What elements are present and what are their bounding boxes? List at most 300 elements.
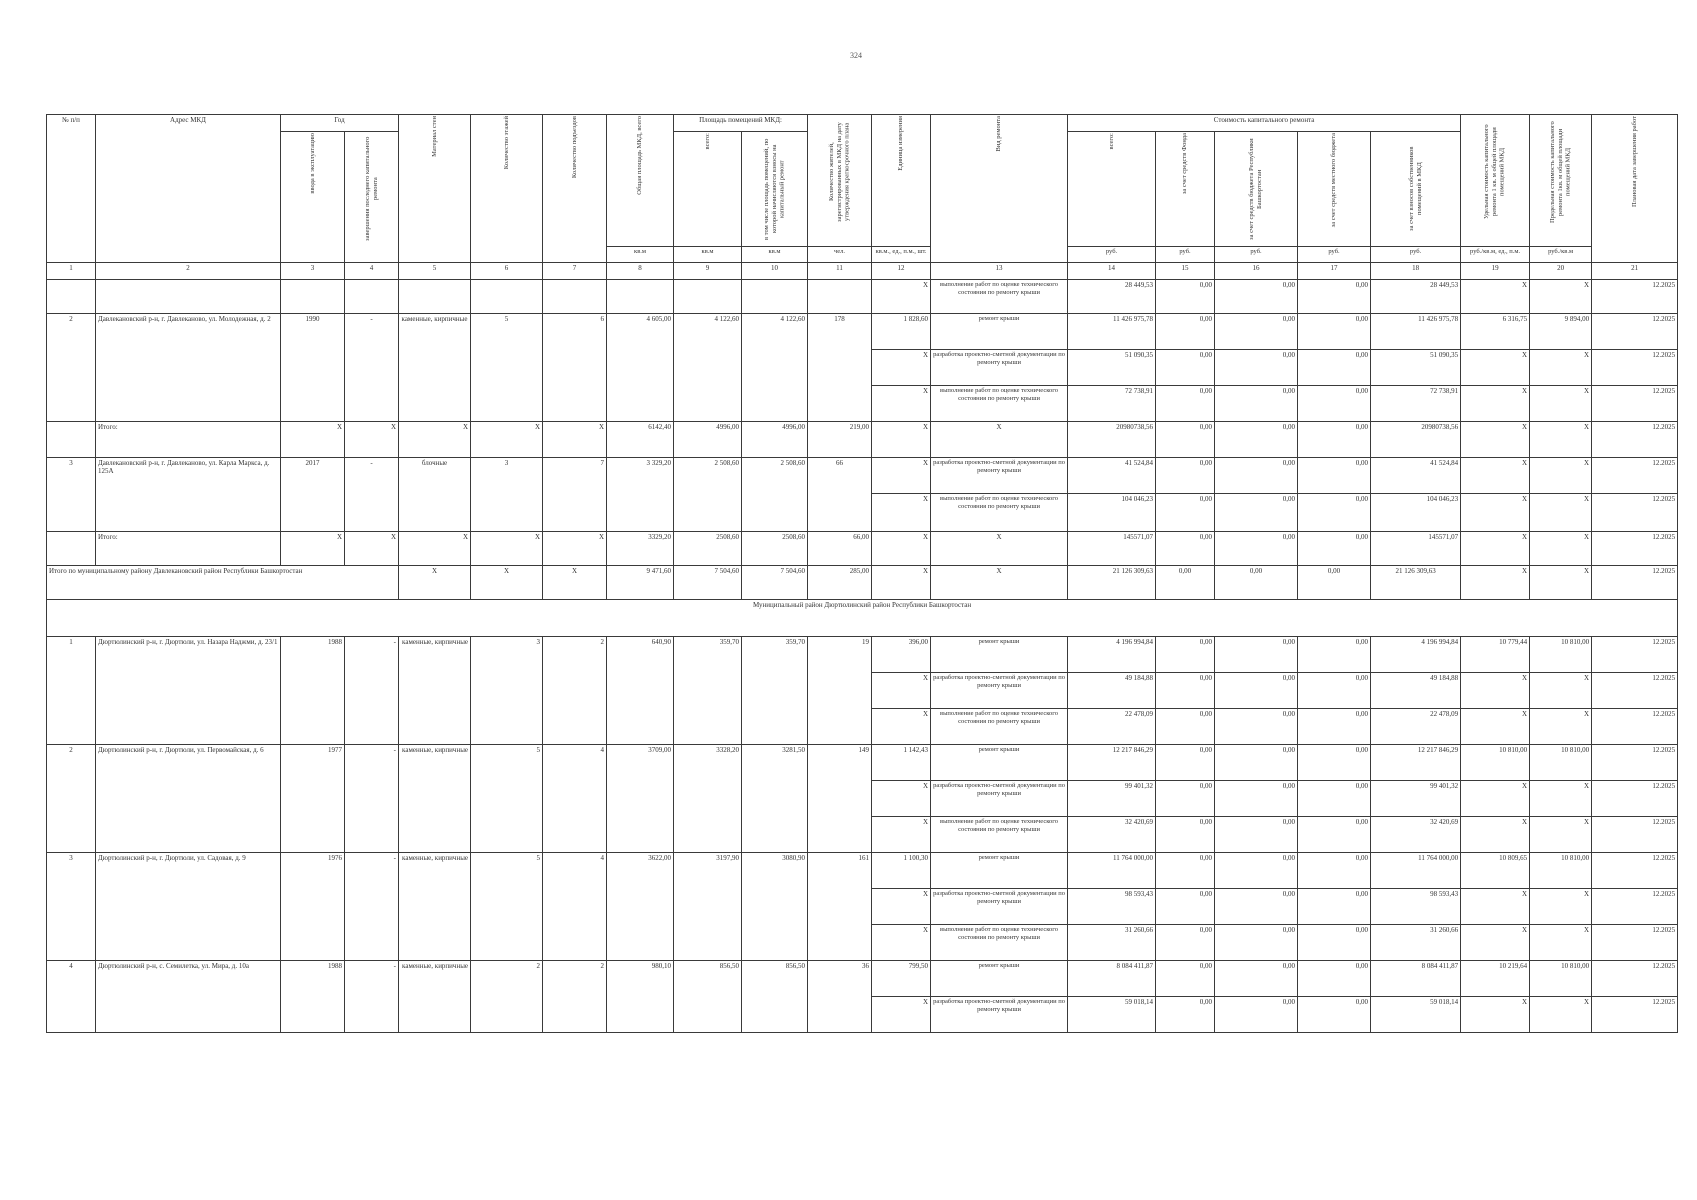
table-cell: 10 <box>742 263 808 280</box>
table-row <box>47 961 1678 997</box>
header-label: Предельная стоимость капитального ремонта 1кв. м общей площади помещений МКД <box>1548 121 1572 223</box>
table-cell: 219,00 <box>808 422 872 458</box>
table-cell: 2508,60 <box>742 532 808 566</box>
table-cell: 15 <box>1156 263 1215 280</box>
table-cell: разработка проектно-сметной документации по ремонту крыши <box>931 458 1068 494</box>
table-cell: 0,00 <box>1156 637 1215 673</box>
table-cell: 0,00 <box>1298 745 1371 781</box>
table-cell: 3197,90 <box>674 853 742 961</box>
table-cell: 12.2025 <box>1592 925 1678 961</box>
table-row <box>47 314 1678 350</box>
table-cell: 59 018,14 <box>1371 997 1461 1033</box>
table-cell: 4 196 994,84 <box>1068 637 1156 673</box>
table-cell: X <box>1461 925 1530 961</box>
table-cell: 10 810,00 <box>1530 637 1592 673</box>
subtotal-row <box>47 422 1678 458</box>
table-cell: 0,00 <box>1156 458 1215 494</box>
table-cell: 178 <box>808 314 872 422</box>
table-cell: 4 122,60 <box>742 314 808 422</box>
table-cell: X <box>471 422 543 458</box>
table-cell: 359,70 <box>674 637 742 745</box>
table-cell: 21 126 309,63 <box>1371 566 1461 600</box>
table-cell: 3 <box>47 458 96 532</box>
table-cell: Давлекановский р-н, г. Давлеканово, ул. Карла Маркса, д. 125А <box>96 458 281 532</box>
table-cell: 0,00 <box>1156 422 1215 458</box>
table-cell: 799,50 <box>872 961 931 997</box>
table-cell: 2 <box>543 637 607 745</box>
table-cell: 6142,40 <box>607 422 674 458</box>
table-cell: 16 <box>1215 263 1298 280</box>
section-header-row <box>47 600 1678 637</box>
table-cell: X <box>872 494 931 532</box>
table-cell: каменные, кирпичные <box>399 745 471 853</box>
table-cell: 17 <box>1298 263 1371 280</box>
table-cell: 12 217 846,29 <box>1371 745 1461 781</box>
table-cell: 2 <box>471 961 543 1033</box>
table-cell: 3 <box>281 263 345 280</box>
table-cell: 0,00 <box>1215 494 1298 532</box>
table-cell: X <box>872 709 931 745</box>
table-cell: 980,10 <box>607 961 674 1033</box>
table-cell: - <box>345 961 399 1033</box>
table-cell: Дюртюлинский р-н, г. Дюртюли, ул. Первомайская, д. 6 <box>96 745 281 853</box>
table-cell: 3329,20 <box>607 532 674 566</box>
unit-area-total: кв.м <box>674 247 742 263</box>
table-cell: 0,00 <box>1156 889 1215 925</box>
table-cell: X <box>872 350 931 386</box>
table-cell: 7 <box>543 458 607 532</box>
header-cost-local <box>1298 132 1371 247</box>
table-cell: 0,00 <box>1298 709 1371 745</box>
table-cell: 3622,00 <box>607 853 674 961</box>
table-cell: 396,00 <box>872 637 931 673</box>
table-cell: 0,00 <box>1298 532 1371 566</box>
table-cell: 12.2025 <box>1592 817 1678 853</box>
table-cell: X <box>399 566 471 600</box>
table-cell: 72 738,91 <box>1068 386 1156 422</box>
unit-unit-cost: руб./кв.м, ед., п.м. <box>1461 247 1530 263</box>
table-cell <box>607 280 674 314</box>
table-cell: 8 084 411,87 <box>1371 961 1461 997</box>
table-cell: X <box>872 386 931 422</box>
table-cell: 0,00 <box>1298 889 1371 925</box>
table-cell: 12.2025 <box>1592 422 1678 458</box>
table-cell: X <box>1530 781 1592 817</box>
header-label: в том числе площадь помещений, по которой начисляются взносы на капитальный ремонт <box>762 138 786 240</box>
table-cell: X <box>1461 386 1530 422</box>
table-cell: 9 894,00 <box>1530 314 1592 350</box>
table-cell: Дюртюлинский р-н, г. Дюртюли, ул. Садовая, д. 9 <box>96 853 281 961</box>
table-cell: 49 184,88 <box>1068 673 1156 709</box>
table-cell: 0,00 <box>1156 350 1215 386</box>
header-no: № п/п <box>47 115 96 263</box>
header-year-group: Год <box>281 115 399 132</box>
table-cell: ремонт крыши <box>931 637 1068 673</box>
table-cell: X <box>1461 709 1530 745</box>
table-cell: X <box>931 422 1068 458</box>
table-cell: 10 779,44 <box>1461 637 1530 673</box>
table-cell: 31 260,66 <box>1371 925 1461 961</box>
table-cell <box>281 280 345 314</box>
table-cell: 28 449,53 <box>1068 280 1156 314</box>
table-cell <box>471 280 543 314</box>
table-cell: 11 426 975,78 <box>1068 314 1156 350</box>
table-cell: 6 <box>471 263 543 280</box>
table-cell: 12.2025 <box>1592 745 1678 781</box>
table-cell: 12.2025 <box>1592 314 1678 350</box>
table-cell: 0,00 <box>1298 673 1371 709</box>
header-year-commission <box>281 132 345 263</box>
table-cell: 2 <box>47 745 96 853</box>
table-cell: 10 809,65 <box>1461 853 1530 889</box>
table-cell: каменные, кирпичные <box>399 853 471 961</box>
table-cell: 18 <box>1371 263 1461 280</box>
table-cell: 0,00 <box>1215 637 1298 673</box>
table-cell: 0,00 <box>1215 925 1298 961</box>
table-cell: выполнение работ по оценке технического состояния по ремонту крыши <box>931 386 1068 422</box>
table-cell: X <box>872 532 931 566</box>
table-cell: каменные, кирпичные <box>399 314 471 422</box>
table-cell: 5 <box>471 314 543 422</box>
table-cell: X <box>1461 280 1530 314</box>
table-cell: X <box>1530 566 1592 600</box>
table-cell: 7 504,60 <box>742 566 808 600</box>
header-label: за счет взносов собственников помещений в МКД <box>1407 146 1423 232</box>
table-cell: 20980738,56 <box>1068 422 1156 458</box>
table-cell: 640,90 <box>607 637 674 745</box>
header-label: Удельная стоимость капитального ремонта 1 кв. м общей площади помещений МКД <box>1483 124 1506 220</box>
table-cell <box>47 532 96 566</box>
table-cell: 1976 <box>281 853 345 961</box>
table-cell: 4996,00 <box>742 422 808 458</box>
table-cell: 9 471,60 <box>607 566 674 600</box>
table-row <box>47 637 1678 673</box>
table-cell: 0,00 <box>1215 386 1298 422</box>
table-cell: 22 478,09 <box>1068 709 1156 745</box>
table-cell: 36 <box>808 961 872 1033</box>
table-cell: 22 478,09 <box>1371 709 1461 745</box>
table-cell <box>808 280 872 314</box>
table-cell: 21 126 309,63 <box>1068 566 1156 600</box>
header-label: завершения последнего капитального ремонта <box>363 136 379 242</box>
header-cost-group: Стоимость капитального ремонта <box>1068 115 1461 132</box>
table-cell: 12.2025 <box>1592 709 1678 745</box>
table-cell: 99 401,32 <box>1068 781 1156 817</box>
table-cell: 856,50 <box>742 961 808 1033</box>
table-cell: 0,00 <box>1215 350 1298 386</box>
table-cell: ремонт крыши <box>931 314 1068 350</box>
table-cell: 285,00 <box>808 566 872 600</box>
unit-cost-local: руб. <box>1298 247 1371 263</box>
table-cell: X <box>345 422 399 458</box>
table-cell: 1988 <box>281 961 345 1033</box>
header-label: Количество жителей, зарегистрированных в МКД на дату утверждения краткосрочного плана <box>827 122 851 222</box>
header-label: всего: <box>703 133 711 150</box>
table-cell: выполнение работ по оценке технического состояния по ремонту крыши <box>931 817 1068 853</box>
header-label: Единица измерения <box>897 116 905 171</box>
table-cell: 0,00 <box>1215 280 1298 314</box>
table-cell: 11 764 000,00 <box>1371 853 1461 889</box>
header-floors <box>471 115 543 263</box>
table-cell: X <box>872 673 931 709</box>
header-label: ввода в эксплуатацию <box>308 133 316 194</box>
table-cell: 104 046,23 <box>1068 494 1156 532</box>
table-cell: 0,00 <box>1156 314 1215 350</box>
table-cell: 19 <box>808 637 872 745</box>
header-unit-cost <box>1461 115 1530 247</box>
header-work-type <box>931 115 1068 263</box>
table-cell: разработка проектно-сметной документации по ремонту крыши <box>931 350 1068 386</box>
header-area-total <box>674 132 742 247</box>
header-label: за счет средств Фонда <box>1181 133 1189 195</box>
table-cell: 2 508,60 <box>674 458 742 532</box>
table-cell: 0,00 <box>1156 494 1215 532</box>
header-wall-material <box>399 115 471 263</box>
table-cell: X <box>1530 925 1592 961</box>
table-cell: X <box>872 781 931 817</box>
unit-limit-cost: руб./кв.м <box>1530 247 1592 263</box>
table-cell: 28 449,53 <box>1371 280 1461 314</box>
table-cell: 0,00 <box>1298 961 1371 997</box>
table-cell: 32 420,69 <box>1371 817 1461 853</box>
table-cell: каменные, кирпичные <box>399 637 471 745</box>
table-cell <box>742 280 808 314</box>
table-cell: 4 <box>543 745 607 853</box>
table-cell: 20 <box>1530 263 1592 280</box>
table-cell: 0,00 <box>1298 280 1371 314</box>
unit-unit: кв.м., ед., п.м., шт. <box>872 247 931 263</box>
table-cell: 3 <box>471 458 543 532</box>
table-cell: 104 046,23 <box>1371 494 1461 532</box>
table-cell: 145571,07 <box>1068 532 1156 566</box>
table-cell: X <box>872 458 931 494</box>
table-cell: 0,00 <box>1215 673 1298 709</box>
table-cell: X <box>1461 422 1530 458</box>
header-label: Плановая дата завершения работ <box>1630 116 1638 208</box>
table-cell: 0,00 <box>1215 781 1298 817</box>
table-cell: 4 605,00 <box>607 314 674 422</box>
table-cell: 11 426 975,78 <box>1371 314 1461 350</box>
table-cell: 12.2025 <box>1592 637 1678 673</box>
section-title: Муниципальный район Дюртюлинский район Республики Башкортостан <box>47 600 1678 637</box>
unit-area-residential: кв.м <box>742 247 808 263</box>
header-limit-cost <box>1530 115 1592 247</box>
table-cell: X <box>1461 781 1530 817</box>
table-cell: 0,00 <box>1156 997 1215 1033</box>
table-cell: 99 401,32 <box>1371 781 1461 817</box>
table-cell: 1977 <box>281 745 345 853</box>
table-cell: 0,00 <box>1298 853 1371 889</box>
table-cell: 1 <box>47 637 96 745</box>
table-cell: 10 219,64 <box>1461 961 1530 997</box>
table-cell: 0,00 <box>1215 853 1298 889</box>
table-cell: 20980738,56 <box>1371 422 1461 458</box>
table-cell: - <box>345 637 399 745</box>
table-cell: 0,00 <box>1215 709 1298 745</box>
table-cell: 0,00 <box>1156 709 1215 745</box>
table-cell: 0,00 <box>1298 494 1371 532</box>
table-cell: выполнение работ по оценке технического состояния по ремонту крыши <box>931 925 1068 961</box>
header-cost-republic <box>1215 132 1298 247</box>
table-cell: 11 <box>808 263 872 280</box>
table-cell: 0,00 <box>1298 925 1371 961</box>
header-label: Количество подъездов <box>570 116 578 179</box>
table-cell: разработка проектно-сметной документации по ремонту крыши <box>931 781 1068 817</box>
table-cell: 12.2025 <box>1592 781 1678 817</box>
column-numbers-row <box>47 263 1678 280</box>
table-cell: 0,00 <box>1156 386 1215 422</box>
table-cell: 0,00 <box>1215 961 1298 997</box>
table-cell <box>674 280 742 314</box>
table-cell: 0,00 <box>1298 637 1371 673</box>
table-cell: X <box>543 532 607 566</box>
table-cell: 21 <box>1592 263 1678 280</box>
table-cell: 10 810,00 <box>1530 853 1592 889</box>
table-cell: 0,00 <box>1298 566 1371 600</box>
table-cell: 2 <box>47 314 96 422</box>
table-cell: X <box>872 997 931 1033</box>
table-cell: 11 764 000,00 <box>1068 853 1156 889</box>
table-cell: 13 <box>931 263 1068 280</box>
table-cell: X <box>1530 709 1592 745</box>
unit-total-area: кв.м <box>607 247 674 263</box>
table-row <box>47 745 1678 781</box>
table-cell: 12.2025 <box>1592 280 1678 314</box>
table-cell: Дюртюлинский р-н, с. Семилетка, ул. Мира, д. 10а <box>96 961 281 1033</box>
table-cell: 59 018,14 <box>1068 997 1156 1033</box>
table-cell: X <box>872 925 931 961</box>
table-cell: 4 122,60 <box>674 314 742 422</box>
table-cell: X <box>1530 386 1592 422</box>
table-cell: 14 <box>1068 263 1156 280</box>
table-cell: 2 <box>543 961 607 1033</box>
header-plan-date <box>1592 115 1678 263</box>
table-cell: 4 <box>47 961 96 1033</box>
table-cell: 4996,00 <box>674 422 742 458</box>
table-cell: X <box>281 422 345 458</box>
table-cell: 4 <box>543 853 607 961</box>
table-cell: 1 100,30 <box>872 853 931 889</box>
table-cell: 0,00 <box>1156 745 1215 781</box>
table-cell: 2 508,60 <box>742 458 808 532</box>
header-total-area <box>607 115 674 247</box>
table-cell: X <box>1461 566 1530 600</box>
table-cell: X <box>543 566 607 600</box>
header-label: Общая площадь МКД, всего <box>636 116 644 195</box>
table-cell: 66,00 <box>808 532 872 566</box>
table-cell: X <box>1530 350 1592 386</box>
table-cell: X <box>1461 350 1530 386</box>
table-cell: - <box>345 745 399 853</box>
table-cell: 4 <box>345 263 399 280</box>
table-cell: 0,00 <box>1298 997 1371 1033</box>
table-cell: Дюртюлинский р-н, г. Дюртюли, ул. Назара Наджми, д. 23/1 <box>96 637 281 745</box>
header-cost-total <box>1068 132 1156 247</box>
header-label: за счет средств местного бюджета <box>1330 133 1338 228</box>
table-cell: 7 <box>543 263 607 280</box>
table-cell: 12.2025 <box>1592 566 1678 600</box>
table-cell: Давлекановский р-н, г. Давлеканово, ул. Молодежная, д. 2 <box>96 314 281 422</box>
table-cell: 3709,00 <box>607 745 674 853</box>
table-cell: X <box>543 422 607 458</box>
table-cell: 31 260,66 <box>1068 925 1156 961</box>
table-cell: 0,00 <box>1298 781 1371 817</box>
table-cell <box>47 280 96 314</box>
table-row <box>47 280 1678 314</box>
subtotal-row <box>47 532 1678 566</box>
table-cell: ремонт крыши <box>931 853 1068 889</box>
table-cell: 0,00 <box>1156 566 1215 600</box>
table-cell <box>47 422 96 458</box>
table-cell: 6 <box>543 314 607 422</box>
table-cell: 41 524,84 <box>1068 458 1156 494</box>
table-cell: 0,00 <box>1156 817 1215 853</box>
table-cell: 3281,50 <box>742 745 808 853</box>
table-cell: 1 828,60 <box>872 314 931 350</box>
table-cell: X <box>1530 422 1592 458</box>
table-cell: 0,00 <box>1298 422 1371 458</box>
table-cell: 12.2025 <box>1592 350 1678 386</box>
table-cell: X <box>872 422 931 458</box>
header-cost-owners <box>1371 132 1461 247</box>
table-cell: 145571,07 <box>1371 532 1461 566</box>
table-cell: 10 810,00 <box>1461 745 1530 781</box>
table-cell: X <box>872 817 931 853</box>
table-cell: X <box>1461 817 1530 853</box>
header-entrances <box>543 115 607 263</box>
unit-cost-republic: руб. <box>1215 247 1298 263</box>
table-cell: 3080,90 <box>742 853 808 961</box>
table-cell: 149 <box>808 745 872 853</box>
table-cell: X <box>1461 673 1530 709</box>
table-cell: - <box>345 314 399 422</box>
table-cell: 32 420,69 <box>1068 817 1156 853</box>
table-cell: 2 <box>96 263 281 280</box>
table-cell: 0,00 <box>1156 673 1215 709</box>
page-number: 324 <box>850 51 862 60</box>
table-cell: разработка проектно-сметной документации по ремонту крыши <box>931 997 1068 1033</box>
table-cell: X <box>1530 889 1592 925</box>
table-cell: X <box>1530 280 1592 314</box>
table-cell: 0,00 <box>1156 280 1215 314</box>
unit-cost-total: руб. <box>1068 247 1156 263</box>
table-cell: X <box>1461 889 1530 925</box>
table-cell: Итого: <box>96 532 281 566</box>
table-cell: 0,00 <box>1298 314 1371 350</box>
header-label: Количество этажей <box>502 116 510 170</box>
table-cell: 12.2025 <box>1592 494 1678 532</box>
table-cell: 5 <box>471 853 543 961</box>
table-cell: 51 090,35 <box>1068 350 1156 386</box>
table-cell: 0,00 <box>1215 422 1298 458</box>
header-label: всего: <box>1107 133 1115 150</box>
header-cost-fund <box>1156 132 1215 247</box>
table-cell: 0,00 <box>1156 532 1215 566</box>
table-cell: 1990 <box>281 314 345 422</box>
table-cell: 12.2025 <box>1592 889 1678 925</box>
table-cell: 12.2025 <box>1592 673 1678 709</box>
table-cell: каменные, кирпичные <box>399 961 471 1033</box>
table-cell: 359,70 <box>742 637 808 745</box>
table-cell: X <box>1530 458 1592 494</box>
table-cell: 3328,20 <box>674 745 742 853</box>
table-cell: 12.2025 <box>1592 386 1678 422</box>
table-cell: разработка проектно-сметной документации по ремонту крыши <box>931 673 1068 709</box>
table-cell: 3 <box>47 853 96 961</box>
table-cell: X <box>1461 458 1530 494</box>
table-cell: X <box>931 566 1068 600</box>
table-cell: X <box>872 566 931 600</box>
